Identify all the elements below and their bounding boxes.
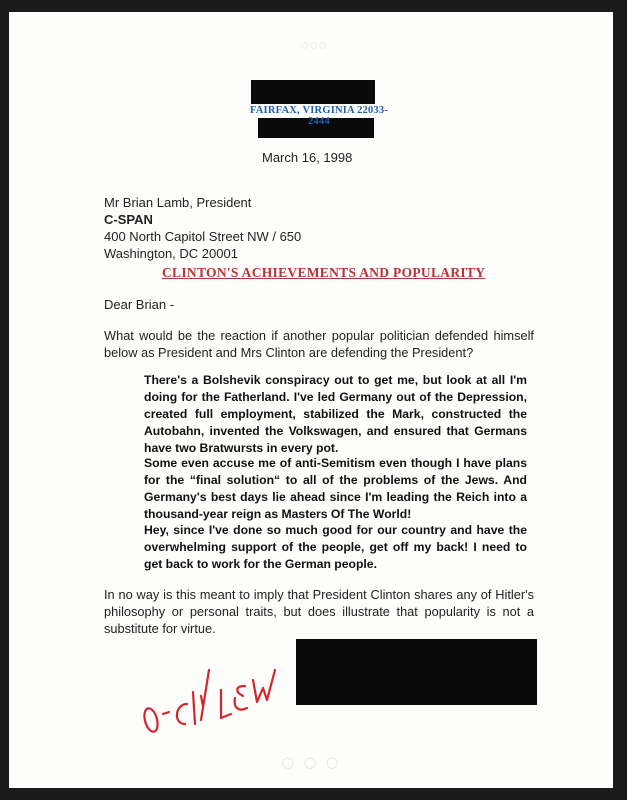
letterhead-watermark: ○○○ <box>300 38 328 54</box>
handwritten-annotation <box>135 652 295 737</box>
recipient-street: 400 North Capitol Street NW / 650 <box>104 229 302 244</box>
redaction-bar-signature <box>296 639 537 705</box>
letterhead-address: FAIRFAX, VIRGINIA 22033-2444 <box>249 105 389 127</box>
recipient-city: Washington, DC 20001 <box>104 246 238 261</box>
intro-paragraph: What would be the reaction if another popular politician defended himself below as President and Mrs Clinton are defending the President? <box>104 328 534 360</box>
letter-date: March 16, 1998 <box>262 150 353 165</box>
subject-heading: CLINTON'S ACHIEVEMENTS AND POPULARITY <box>162 265 486 280</box>
footer-watermark: ○ ○ ○ <box>280 748 341 777</box>
quote-paragraph-3: Hey, since I've done so much good for our country and have the overwhelming support of the people, get off my back! I need to get back to work for the German people. <box>144 523 527 571</box>
closing-paragraph: In no way is this meant to imply that President Clinton shares any of Hitler's philosophy or personal traits, but does illustrate that popularity is not a substitute for virtue. <box>104 587 534 636</box>
recipient-organization: C-SPAN <box>104 212 153 227</box>
recipient-name: Mr Brian Lamb, President <box>104 195 252 210</box>
redaction-bar-top <box>251 80 375 104</box>
quote-paragraph-2: Some even accuse me of anti-Semitism even though I have plans for the “final solution“ to all of the problems of the Jews. And Germany's best days lie ahead since I'm leading the Reich into a thousand-year reign as Masters Of The World! <box>144 456 527 521</box>
salutation: Dear Brian - <box>104 297 175 312</box>
quote-paragraph-1: There's a Bolshevik conspiracy out to get me, but look at all I'm doing for the Fatherland. I've led Germany out of the Depression, created full employment, stabilized the Mark, constructed the Autobahn, invented the Volkswagen, and ensured that Germans have two Bratwursts in every pot. <box>144 373 527 455</box>
